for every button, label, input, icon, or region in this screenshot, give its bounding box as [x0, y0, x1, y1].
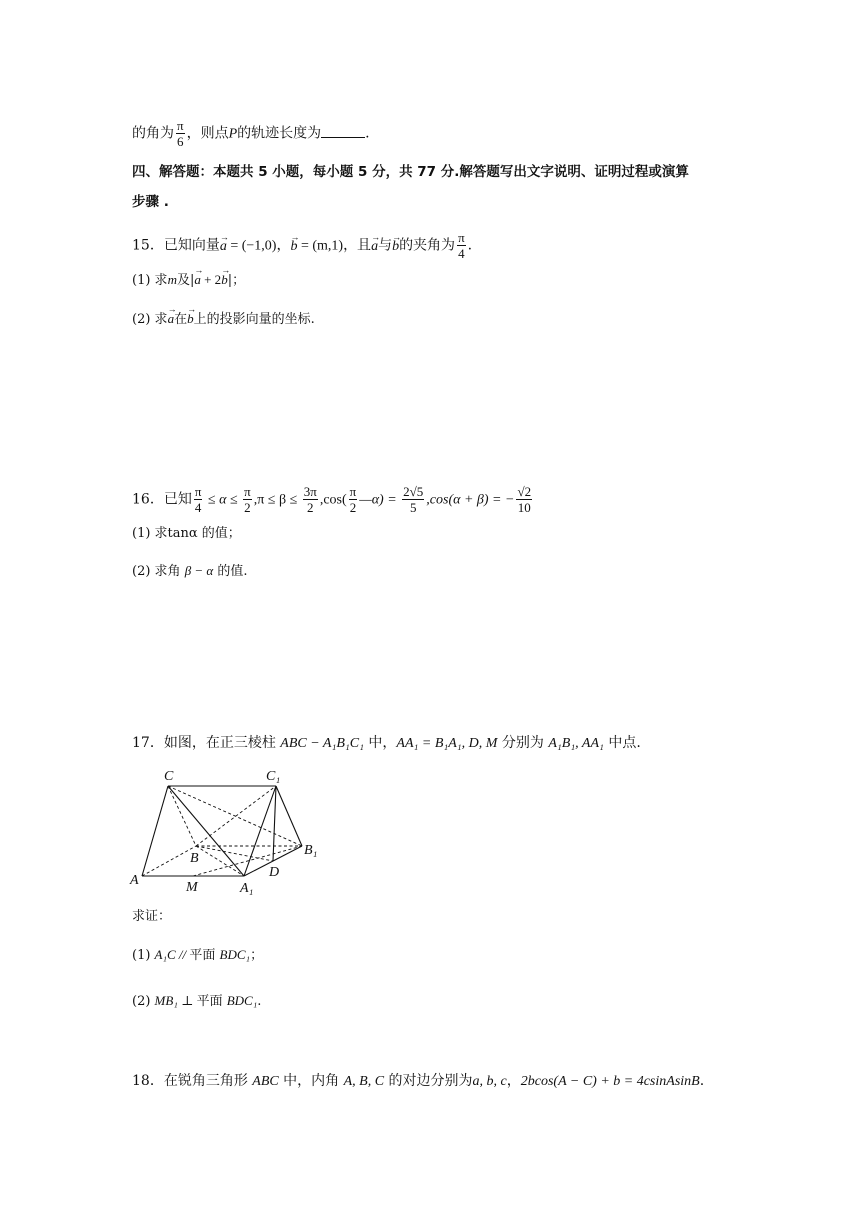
q16-sub2-text-2: 的值. [213, 564, 248, 579]
section-4-heading-line1: 四、解答题：本题共 5 小题，每小题 5 分，共 77 分.解答题写出文字说明、证明过程或演算 [132, 164, 689, 180]
q16-frac-2-num: π [244, 484, 251, 499]
q16-frac-5-num: 2√5 [403, 484, 424, 499]
edge-c-b [168, 786, 196, 846]
edge-c-b1 [168, 786, 302, 846]
q16-text-1: 16．已知 [132, 491, 192, 508]
q17-sub2-expr: MB₁ ⊥ [154, 993, 197, 1008]
q15-a-value: = (−1,0) [226, 238, 277, 254]
q18-text-3: 的对边分别为 [384, 1073, 473, 1089]
edge-m-b1 [193, 846, 302, 876]
q17-sub2 [132, 991, 261, 1012]
q16-sub2-expr: β − α [184, 563, 214, 578]
q15-sub2-text-3: 上的投影向量的坐标. [193, 312, 315, 327]
q17-sub1-text: 平面 [189, 948, 220, 963]
q15-text-angle: 的夹角为 [399, 237, 456, 254]
q15-end: . [467, 237, 473, 254]
q17-prove: 求证： [132, 909, 172, 924]
q14-point-p: P [228, 126, 238, 142]
edge-c-a [142, 786, 168, 876]
q14-tail [132, 118, 370, 149]
label-c: C [164, 769, 174, 784]
q17-sub1-label: (1) [132, 948, 155, 963]
q15-sub2-text-2: 在 [174, 312, 188, 327]
label-c1: C₁ [266, 769, 281, 784]
q16-frac-3-num: 3π [303, 484, 317, 499]
q16-alpha-range: ≤ α ≤ [204, 492, 242, 508]
edge-c-a1 [168, 786, 244, 876]
q15-sub2-vector-a: → a [168, 309, 175, 329]
label-m: M [186, 880, 198, 895]
q16-frac-1-den: 4 [194, 500, 202, 515]
q18-text-2: 中，内角 [278, 1073, 344, 1089]
q18-triangle: ABC [252, 1074, 279, 1089]
q17-sub2-label: (2) [132, 994, 155, 1009]
q15-sub1-m: m [167, 272, 177, 287]
q15-sub1-plus: + 2 [200, 272, 222, 287]
q17-sub1 [132, 945, 263, 966]
q17-prism: ABC − A₁B₁C₁ [280, 736, 364, 751]
q16-frac-6-num: √2 [517, 484, 532, 499]
q17-condition: AA₁ = B₁A₁, D, M [396, 736, 498, 751]
label-b: B [190, 851, 199, 866]
q18-end: . [699, 1073, 705, 1089]
q16-cos-1: ,cos( [319, 492, 347, 508]
q16-sub2-text-1: (2) 求角 [132, 564, 185, 579]
q16-frac-3-den: 2 [307, 500, 314, 515]
q18-stem [132, 1071, 704, 1092]
q14-text-3: 的轨迹长度为 [237, 125, 322, 142]
section-4-heading-line2: 步骤 . [132, 194, 169, 210]
q16-frac-4 [349, 484, 358, 515]
q15-frac-num: π [458, 230, 465, 245]
edge-a-b [142, 846, 196, 876]
q15-sep: ， [276, 237, 291, 254]
q15-sub1-text-2: 及| [176, 273, 195, 288]
q14-answer-blank[interactable] [321, 123, 365, 138]
q15-sub1-vector-b: → b [221, 270, 228, 290]
q18-equation: 2bcos(A − C) + b = 4csinAsinB [520, 1074, 700, 1089]
q15-b-value: = (m,1) [297, 238, 344, 254]
q16-frac-2 [243, 484, 252, 515]
q16-frac-4-num: π [349, 484, 357, 499]
q17-text-2: 中， [363, 735, 397, 751]
q15-text-and: 与 [378, 237, 393, 254]
q14-frac-num: π [177, 118, 184, 133]
q15-text-1: 15．已知向量 [132, 237, 220, 254]
q18-sides: a, b, c [472, 1074, 507, 1089]
q16-frac-5-den: 5 [409, 500, 417, 515]
q15-vector-a: → a [220, 237, 227, 257]
q14-end: . [365, 125, 370, 142]
q17-midpoints: A₁B₁, AA₁ [548, 736, 604, 751]
q16-frac-5 [402, 484, 424, 515]
q15-sub1-text-3: |； [227, 273, 246, 288]
q14-frac-den: 6 [177, 134, 184, 149]
q16-sub1: (1) 求tanα 的值； [132, 526, 241, 541]
q15-text-2: ，且 [343, 237, 372, 254]
q16-frac-1-num: π [194, 484, 202, 499]
q15-stem [132, 230, 472, 261]
label-a1: A₁ [240, 881, 254, 896]
q17-text-1: 17．如图，在正三棱柱 [132, 735, 281, 751]
q15-sub1-vector-a: → a [194, 270, 201, 290]
q16-frac-6 [516, 484, 532, 515]
q15-vector-b: → b [290, 237, 297, 257]
q17-stem [132, 733, 641, 754]
q16-frac-3 [303, 484, 318, 515]
edge-c1-d [273, 786, 276, 861]
label-b1: B₁ [304, 843, 318, 858]
q16-sub2 [132, 561, 248, 582]
q15-frac-den: 4 [458, 246, 465, 261]
q16-frac-1 [194, 484, 203, 515]
q15-fraction [457, 230, 466, 261]
label-a: A [130, 873, 139, 888]
q17-text-3: 分别为 [497, 735, 549, 751]
q16-stem [132, 484, 534, 515]
q17-sub1-end: ； [250, 948, 264, 963]
q16-cos-2: ,cos(α + β) = − [426, 492, 515, 508]
q17-sub2-end: . [257, 994, 262, 1009]
q17-sub1-expr: A₁C // [154, 947, 190, 962]
q15-sub2 [132, 309, 315, 330]
q16-frac-6-den: 10 [517, 500, 531, 515]
q15-sub2-vector-b: → b [187, 309, 194, 329]
q15-sub1 [132, 270, 245, 291]
q17-sub2-plane: BDC₁ [226, 993, 258, 1008]
q18-angles: A, B, C [343, 1074, 385, 1089]
prism-figure [128, 762, 328, 896]
q18-text-4: ， [506, 1073, 521, 1089]
q16-frac-4-den: 2 [349, 500, 357, 515]
q15-sub2-text-1: (2) 求 [132, 312, 168, 327]
q17-sub1-plane: BDC₁ [219, 947, 251, 962]
q14-fraction [176, 118, 185, 149]
label-d: D [269, 865, 280, 880]
q16-minus-alpha: —α) = [359, 492, 401, 508]
q15-vector-a-2: → a [371, 237, 378, 257]
q14-text-1: 的角为 [132, 125, 174, 142]
q17-text-4: 中点. [603, 735, 641, 751]
q15-sub1-text-1: (1) 求 [132, 273, 168, 288]
q16-beta-range: ,π ≤ β ≤ [253, 492, 301, 508]
q14-text-2: ，则点 [186, 125, 229, 142]
q18-text-1: 18．在锐角三角形 [132, 1073, 253, 1089]
q17-sub2-text: 平面 [196, 994, 227, 1009]
edge-c1-b1 [276, 786, 302, 846]
q16-frac-2-den: 2 [244, 500, 251, 515]
q15-vector-b-2: → b [392, 237, 399, 257]
